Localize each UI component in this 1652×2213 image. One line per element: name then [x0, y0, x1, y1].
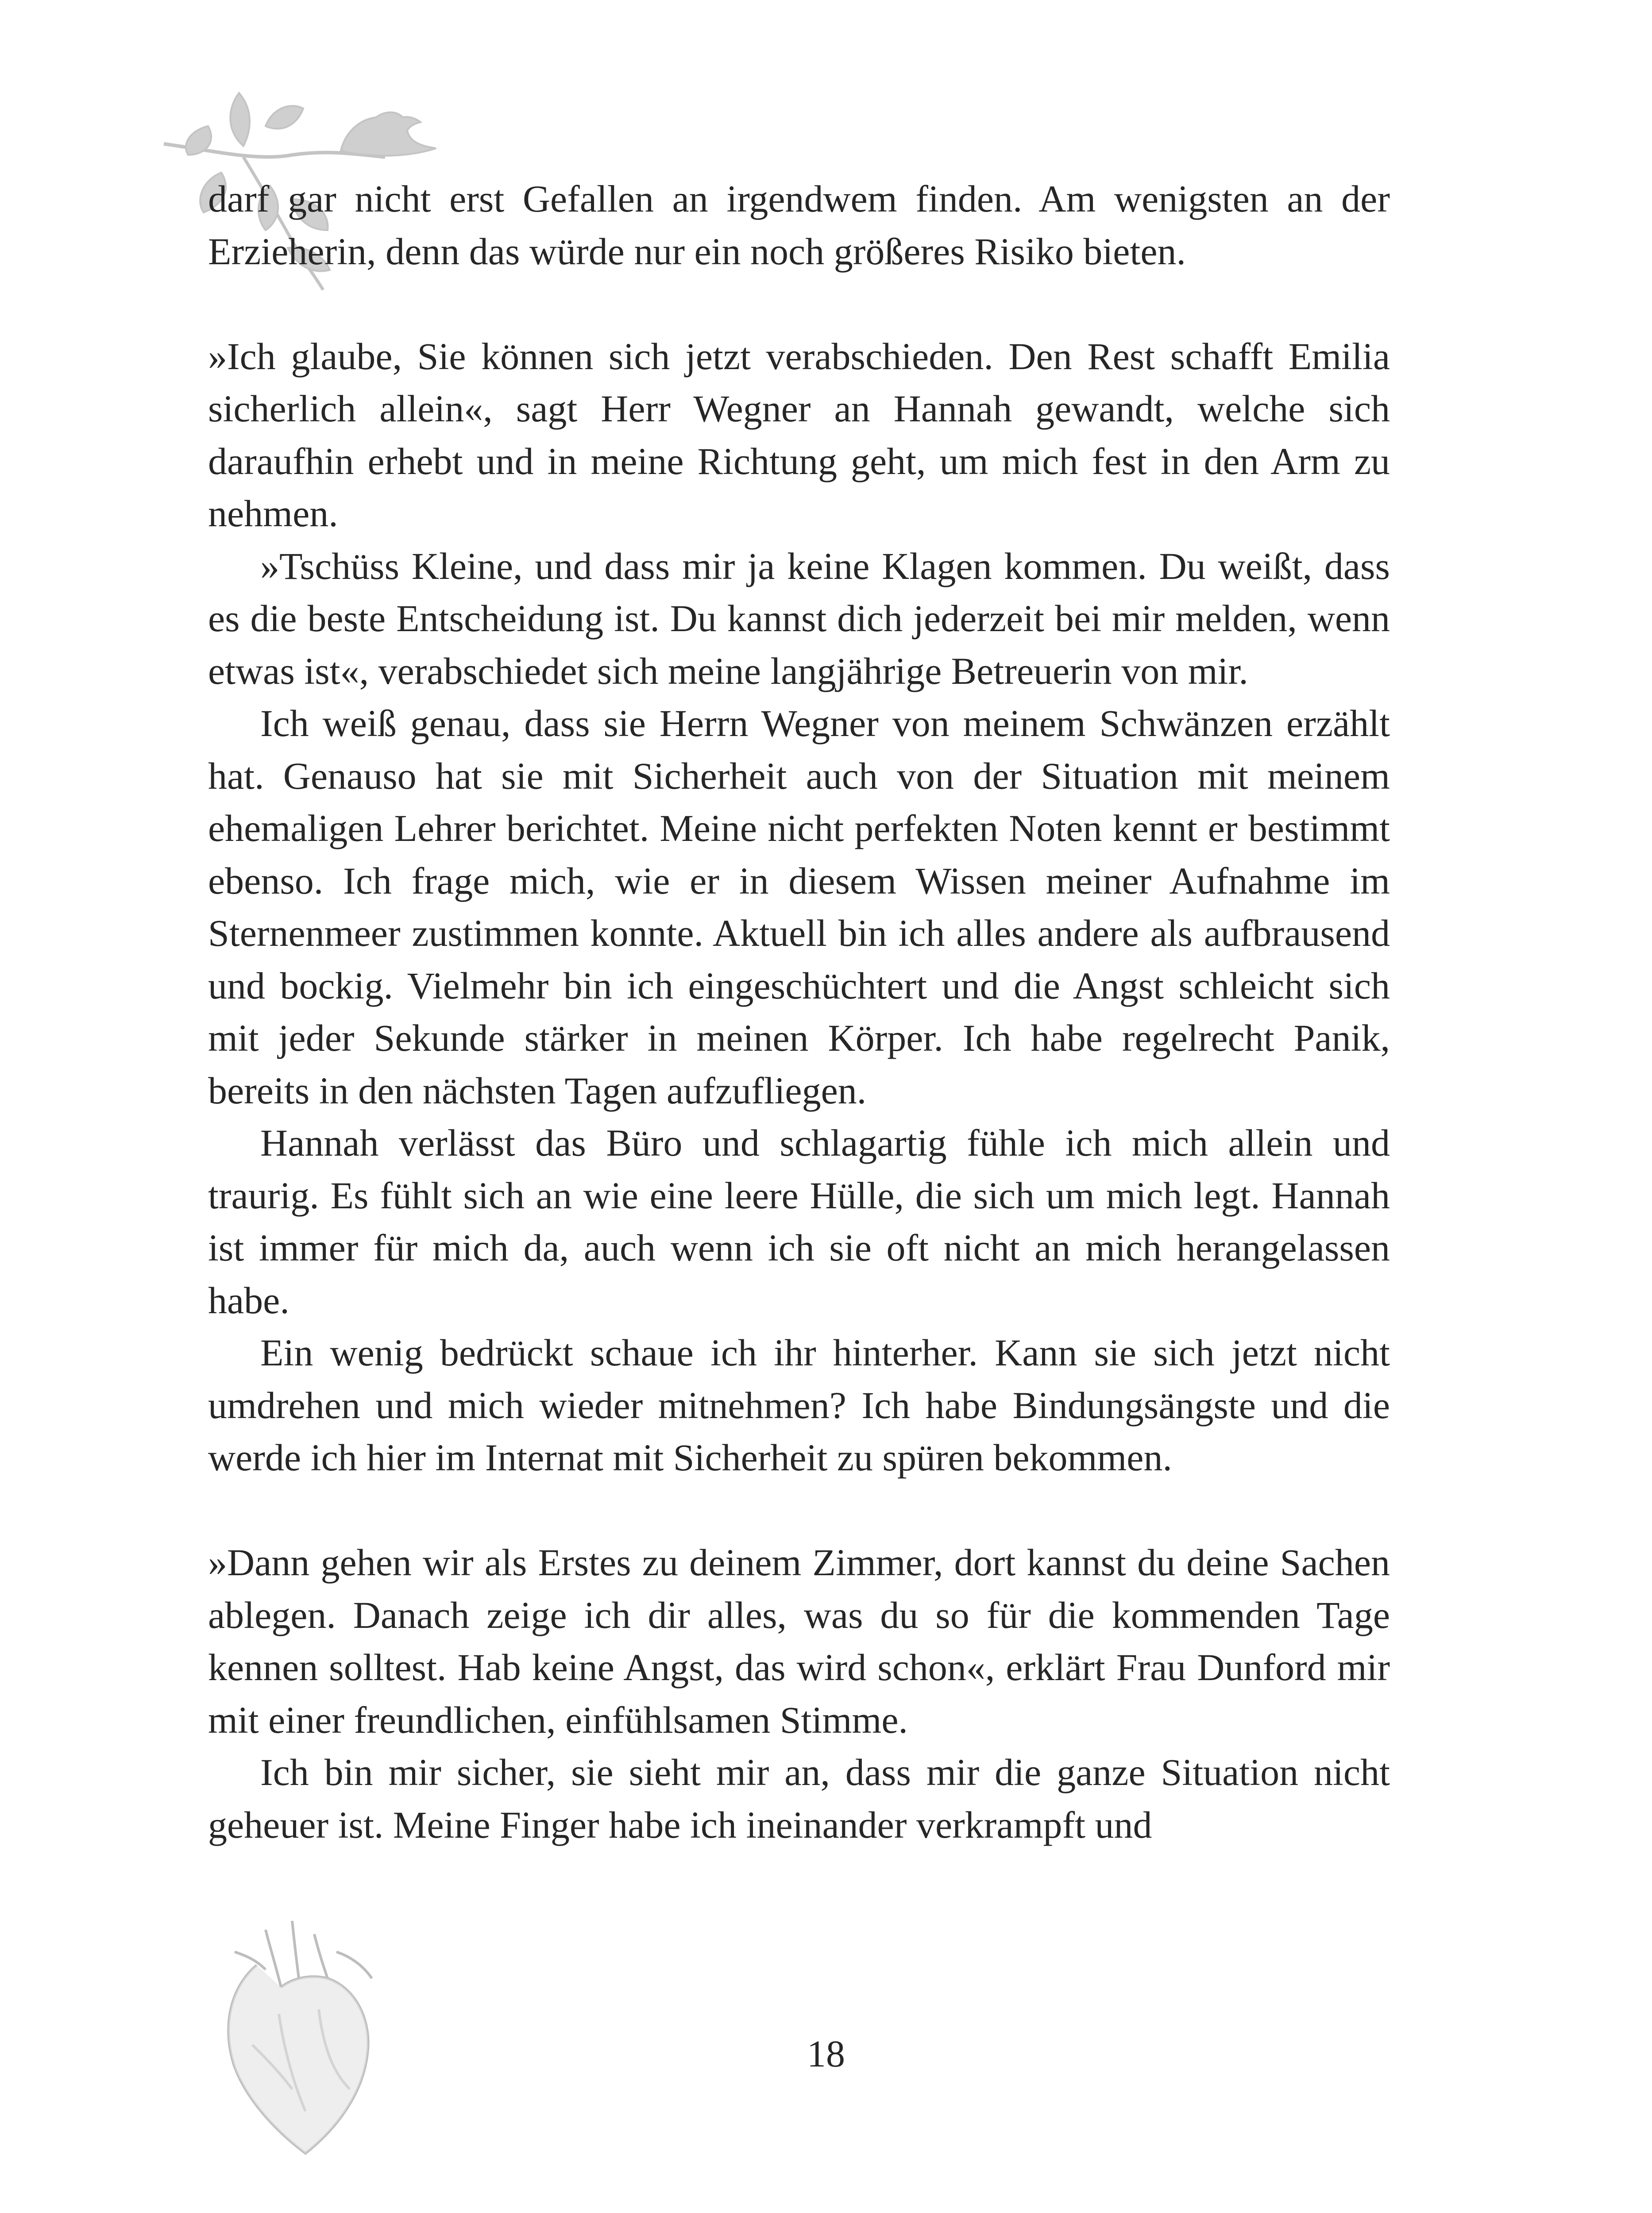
body-text	[208, 173, 1390, 1851]
paragraph: darf gar nicht erst Gefallen an irgendwem finden. Am wenigsten an der Erzieherin, denn das würde nur ein noch größeres Risiko bieten.	[208, 177, 1390, 273]
paragraph: »Tschüss Kleine, und dass mir ja keine Klagen kommen. Du weißt, dass es die beste Entscheidung ist. Du kannst dich jederzeit bei mir melden, wenn etwas ist«, verabschiedet sich meine langjährige Betreuerin von mir.	[208, 544, 1390, 692]
paragraph: Ich weiß genau, dass sie Herrn Wegner von meinem Schwänzen erzählt hat. Genauso hat sie mit Sicherheit auch von der Situation mit meinem ehemaligen Lehrer berichtet. Meine nicht perfekten Noten kennt er bestimmt ebenso. Ich frage mich, wie er in diesem Wissen meiner Aufnahme im Sternenmeer zustimmen konnte. Aktuell bin ich alles andere als aufbrausend und bockig. Vielmehr bin ich eingeschüchtert und die Angst schleicht sich mit jeder Sekunde stärker in meinen Körper. Ich habe regelrecht Panik, bereits in den nächsten Tagen aufzufliegen.	[208, 702, 1390, 1112]
scene-break	[208, 278, 1390, 330]
paragraph: Ich bin mir sicher, sie sieht mir an, dass mir die ganze Situation nicht geheuer ist. Meine Finger habe ich ineinander verkrampft und	[208, 1751, 1390, 1846]
paragraph: Hannah verlässt das Büro und schlagartig fühle ich mich allein und traurig. Es fühlt sich an wie eine leere Hülle, die sich um mich legt. Hannah ist immer für mich da, auch wenn ich sie oft nicht an mich herangelassen habe.	[208, 1122, 1390, 1322]
scene-break	[208, 1484, 1390, 1537]
page-number: 18	[807, 2032, 845, 2075]
paragraph: Ein wenig bedrückt schaue ich ihr hinterher. Kann sie sich jetzt nicht umdrehen und mich wieder mitnehmen? Ich habe Bindungsängste und die werde ich hier im Internat mit Sicherheit zu spüren bekommen.	[208, 1331, 1390, 1479]
paragraph: »Dann gehen wir als Erstes zu deinem Zimmer, dort kannst du deine Sachen ablegen. Danach zeige ich dir alles, was du so für die kommenden Tage kennen solltest. Hab keine Angst, das wird schon«, erklärt Frau Dunford mir mit einer freundlichen, einfühlsamen Stimme.	[208, 1541, 1390, 1741]
paragraph: »Ich glaube, Sie können sich jetzt verabschieden. Den Rest schafft Emilia sicherlich allein«, sagt Herr Wegner an Hannah gewandt, welche sich daraufhin erhebt und in meine Richtung geht, um mich fest in den Arm zu nehmen.	[208, 335, 1390, 535]
